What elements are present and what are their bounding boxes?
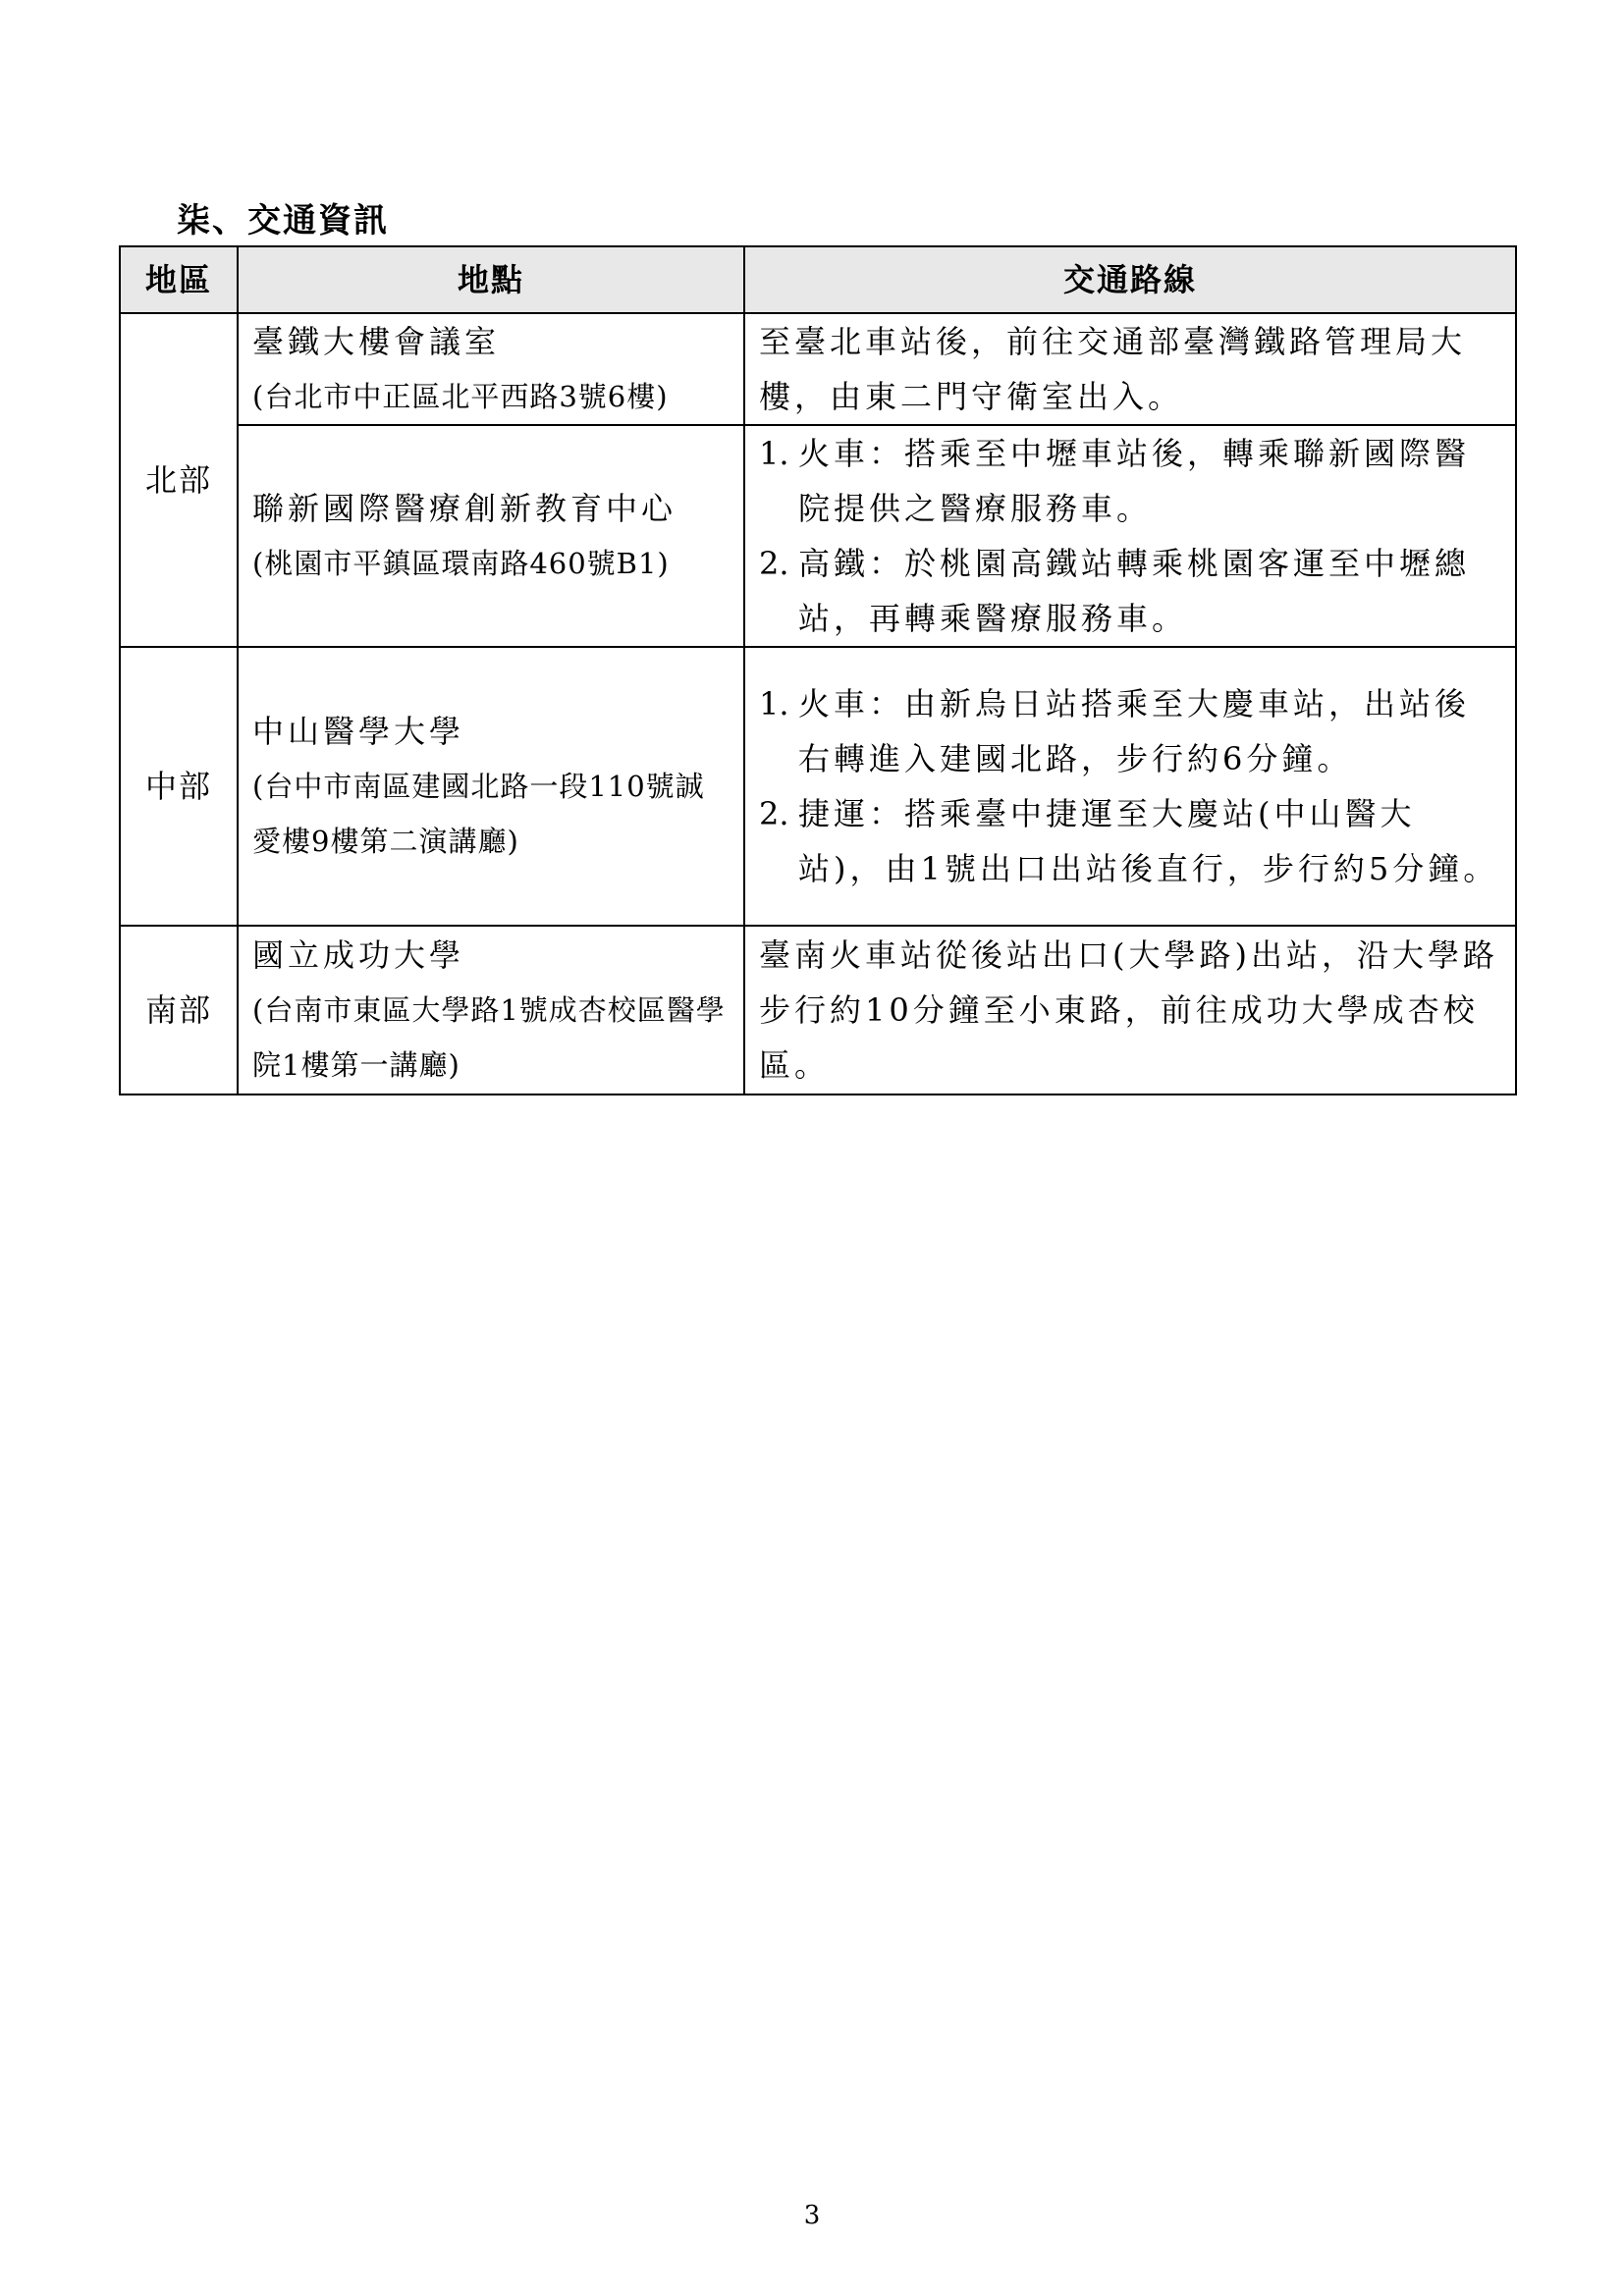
route-cell: 至臺北車站後，前往交通部臺灣鐵路管理局大樓，由東二門守衛室出入。 xyxy=(744,313,1516,425)
step-number: 2. xyxy=(759,795,789,832)
page-number: 3 xyxy=(803,2201,821,2230)
step-text: 火車：搭乘至中壢車站後，轉乘聯新國際醫院提供之醫療服務車。 xyxy=(798,435,1471,527)
route-cell xyxy=(744,647,1516,926)
route-cell: 臺南火車站從後站出口(大學路)出站，沿大學路步行約10分鐘至小東路，前往成功大學成杏校區。 xyxy=(744,926,1516,1095)
table-row xyxy=(120,313,1516,425)
place-name: 聯新國際醫療創新教育中心 xyxy=(252,490,677,527)
header-route: 交通路線 xyxy=(744,246,1516,313)
place-name: 臺鐵大樓會議室 xyxy=(252,323,501,360)
step-text: 火車：由新烏日站搭乘至大慶車站，出站後右轉進入建國北路，步行約6分鐘。 xyxy=(798,685,1471,777)
region-north: 北部 xyxy=(120,313,238,647)
step-text: 高鐵：於桃園高鐵站轉乘桃園客運至中壢總站，再轉乘醫療服務車。 xyxy=(798,545,1471,637)
place-address: (台中市南區建國北路一段110號誠愛樓9樓第二演講廳) xyxy=(252,770,705,858)
route-step xyxy=(759,536,1501,646)
section-title: 柒、交通資訊 xyxy=(177,201,389,240)
region-south: 南部 xyxy=(120,926,238,1095)
route-cell xyxy=(744,425,1516,647)
step-text: 捷運：搭乘臺中捷運至大慶站(中山醫大站)，由1號出口出站後直行，步行約5分鐘。 xyxy=(798,795,1499,887)
route-step xyxy=(759,786,1501,896)
place-cell xyxy=(238,425,744,647)
step-number: 1. xyxy=(759,685,789,722)
transport-table xyxy=(119,245,1517,1095)
table-header-row xyxy=(120,246,1516,313)
place-address: (台南市東區大學路1號成杏校區醫學院1樓第一講廳) xyxy=(252,993,726,1082)
table-row xyxy=(120,647,1516,926)
place-cell xyxy=(238,313,744,425)
place-name: 國立成功大學 xyxy=(252,936,465,974)
place-name: 中山醫學大學 xyxy=(252,713,465,750)
table-row xyxy=(120,425,1516,647)
place-address: (台北市中正區北平西路3號6樓) xyxy=(252,380,669,413)
step-number: 2. xyxy=(759,545,789,582)
route-step xyxy=(759,676,1501,786)
table-row xyxy=(120,926,1516,1095)
region-central: 中部 xyxy=(120,647,238,926)
route-steps xyxy=(759,676,1501,896)
place-cell xyxy=(238,926,744,1095)
route-step xyxy=(759,426,1501,536)
header-place: 地點 xyxy=(238,246,744,313)
place-address: (桃園市平鎮區環南路460號B1) xyxy=(252,547,670,580)
place-cell xyxy=(238,647,744,926)
route-steps xyxy=(759,426,1501,646)
header-region: 地區 xyxy=(120,246,238,313)
step-number: 1. xyxy=(759,435,789,472)
